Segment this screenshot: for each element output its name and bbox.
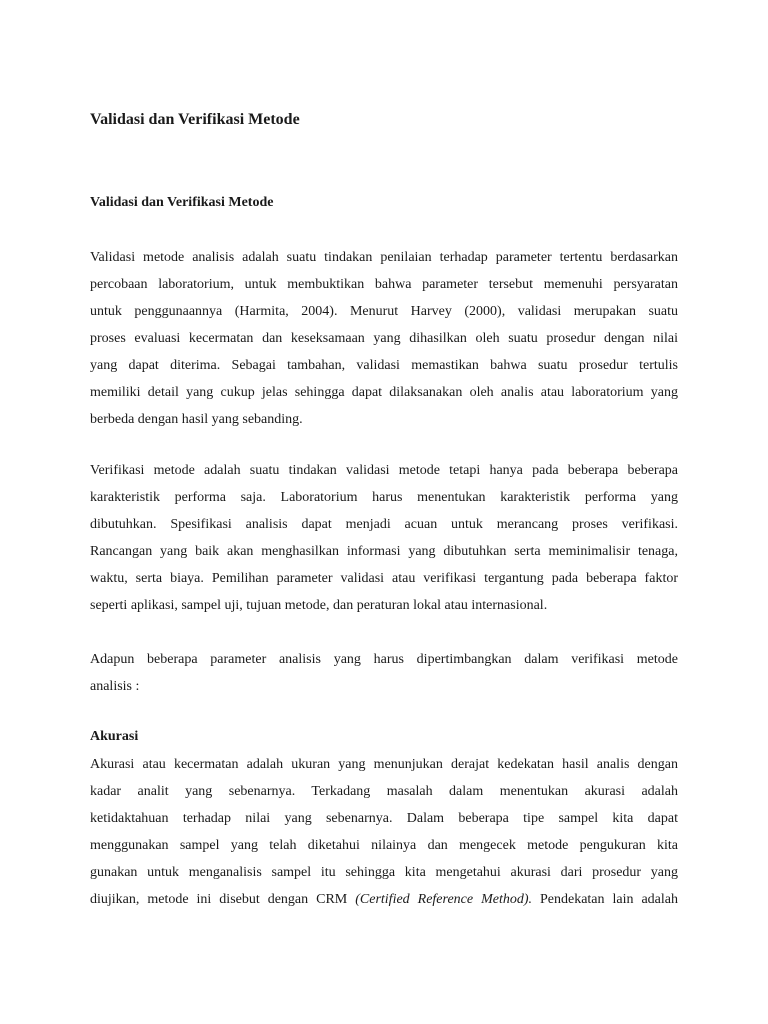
section-title: Validasi dan Verifikasi Metode [90, 195, 274, 210]
text-line: Validasi metode analisis adalah suatu tindakan penilaian terhadap parameter tertentu berdasarkan [90, 250, 678, 265]
text-run: Pendekatan lain adalah [532, 892, 678, 907]
text-line: yang dapat diterima. Sebagai tambahan, validasi memastikan bahwa suatu prosedur tertulis [90, 358, 678, 373]
text-line: percobaan laboratorium, untuk membuktikan bahwa parameter tersebut memenuhi persyaratan [90, 277, 678, 292]
paragraph-verifikasi [90, 457, 678, 619]
text-line: berbeda dengan hasil yang sebanding. [90, 412, 303, 427]
text-line: dibutuhkan. Spesifikasi analisis dapat menjadi acuan untuk merancang proses verifikasi. [90, 517, 678, 532]
paragraph-parameter-intro [90, 646, 678, 700]
text-run: diujikan, metode ini disebut dengan CRM [90, 892, 356, 907]
text-line [90, 886, 678, 913]
italic-citation: (Certified Reference Method). [355, 892, 532, 907]
text-line: proses evaluasi kecermatan dan keseksamaan yang dihasilkan oleh suatu prosedur dengan nilai [90, 331, 678, 346]
text-line: analisis : [90, 679, 140, 694]
paragraph-akurasi [90, 751, 678, 913]
text-line: gunakan untuk menganalisis sampel itu sehingga kita mengetahui akurasi dari prosedur yang [90, 865, 678, 880]
paragraph-validasi [90, 244, 678, 433]
text-line: untuk penggunaannya (Harmita, 2004). Menurut Harvey (2000), validasi merupakan suatu [90, 304, 678, 319]
text-line: menggunakan sampel yang telah diketahui nilainya dan mengecek metode pengukuran kita [90, 838, 678, 853]
akurasi-heading: Akurasi [90, 729, 139, 744]
text-line: waktu, serta biaya. Pemilihan parameter validasi atau verifikasi tergantung pada beberapa faktor [90, 571, 678, 586]
text-line: Rancangan yang baik akan menghasilkan informasi yang dibutuhkan serta meminimalisir tenaga, [90, 544, 678, 559]
text-line: kadar analit yang sebenarnya. Terkadang masalah dalam menentukan akurasi adalah [90, 784, 678, 799]
text-line: Adapun beberapa parameter analisis yang harus dipertimbangkan dalam verifikasi metode [90, 652, 678, 667]
text-line: ketidaktahuan terhadap nilai yang sebenarnya. Dalam beberapa tipe sampel kita dapat [90, 811, 678, 826]
text-line: memiliki detail yang cukup jelas sehingga dapat dilaksanakan oleh analis atau laboratorium yang [90, 385, 678, 400]
text-line: seperti aplikasi, sampel uji, tujuan metode, dan peraturan lokal atau internasional. [90, 598, 548, 613]
document-title: Validasi dan Verifikasi Metode [90, 111, 300, 128]
text-line: Verifikasi metode adalah suatu tindakan validasi metode tetapi hanya pada beberapa beberapa [90, 463, 678, 478]
text-line: karakteristik performa saja. Laboratorium harus menentukan karakteristik performa yang [90, 490, 678, 505]
text-line: Akurasi atau kecermatan adalah ukuran yang menunjukan derajat kedekatan hasil analis dengan [90, 757, 678, 772]
